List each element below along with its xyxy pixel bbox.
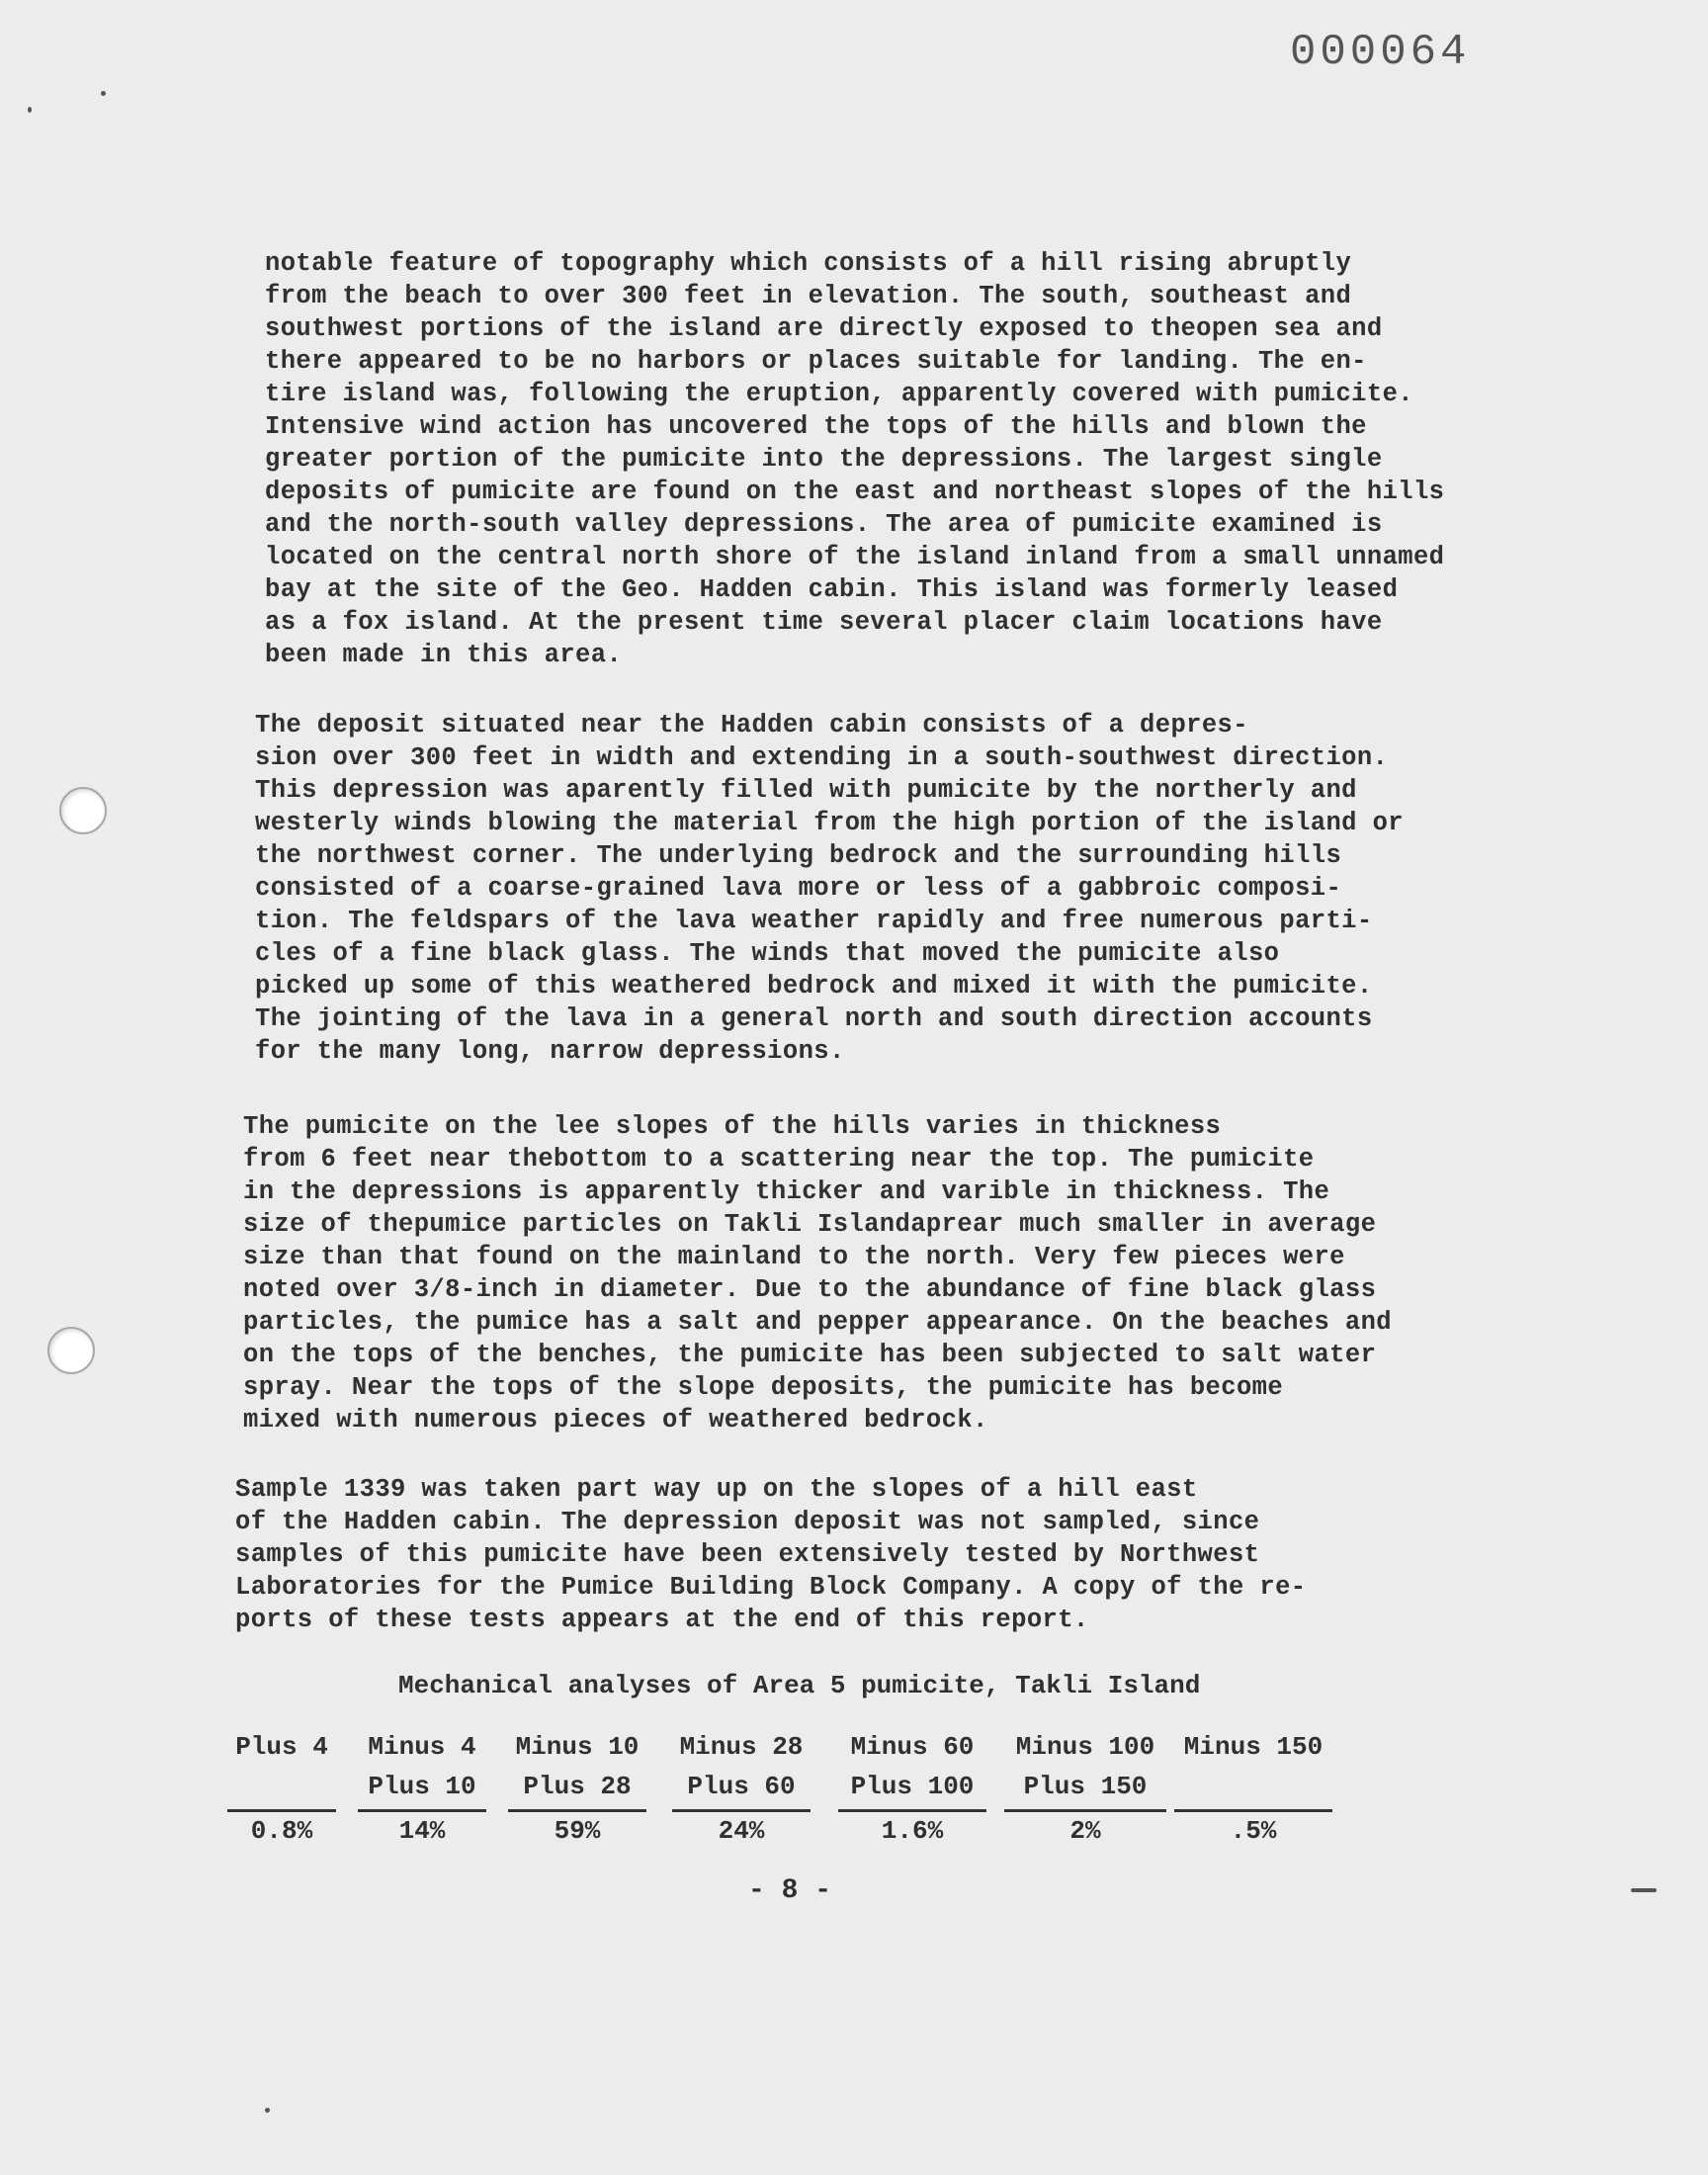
scan-speck xyxy=(28,107,32,113)
column-subheader xyxy=(227,1772,336,1812)
paragraph-topography xyxy=(265,247,1550,671)
column-header: Plus 4 xyxy=(235,1732,328,1762)
column-value: 59% xyxy=(554,1816,601,1846)
table-column xyxy=(358,1732,486,1846)
scan-speck xyxy=(1631,1888,1657,1892)
column-value: 24% xyxy=(718,1816,765,1846)
column-header: Minus 4 xyxy=(368,1732,476,1762)
table-column xyxy=(1174,1732,1332,1846)
column-header: Minus 60 xyxy=(850,1732,975,1762)
paragraph-pumicite-thickness xyxy=(243,1110,1528,1436)
column-subheader xyxy=(1174,1772,1332,1812)
column-subheader: Plus 28 xyxy=(508,1772,646,1812)
paragraph-text: notable feature of topography which consists of a hill rising abruptly from the beach to over 300 feet in elevation. The south, southeast and southwest portions of the island are directly exposed to theopen sea and there appeared to be no harbors or places suitable for landing. The en- tire island was, following the eruption, apparently covered with pumicite. Intensive wind action has uncovered the tops of the hills and blown the greater portion of the pumicite into the depressions. The largest single deposits of pumicite are found on the east and northeast slopes of the hills and the north-south valley depressions. The area of pumicite examined is located on the central north shore of the island inland from a small unnamed bay at the site of the Geo. Hadden cabin. This island was formerly leased as a fox island. At the present time several placer claim locations have been made in this area. xyxy=(265,249,1445,669)
column-subheader: Plus 10 xyxy=(358,1772,486,1812)
column-header: Minus 150 xyxy=(1183,1732,1324,1762)
table-column xyxy=(508,1732,646,1846)
table-column xyxy=(1004,1732,1166,1846)
table-column xyxy=(838,1732,986,1846)
paragraph-text: Sample 1339 was taken part way up on the slopes of a hill east of the Hadden cabin. The depression deposit was not sampled, since samples of this pumicite have been extensively tested by Northwest Laboratories for the Pumice Building Block Company. A copy of the re- ports of these tests appears at the end of this report. xyxy=(235,1475,1307,1634)
column-header: Minus 100 xyxy=(1015,1732,1155,1762)
paragraph-text: The pumicite on the lee slopes of the hills varies in thickness from 6 feet near thebottom to a scattering near the top. The pumicite in the depressions is apparently thicker and varible in thickness. The size of thepumice particles on Takli Islandaprear much smaller in average size than that found on the mainland to the north. Very few pieces were noted over 3/8-inch in diameter. Due to the abundance of fine black glass particles, the pumice has a salt and pepper appearance. On the beaches and on the tops of the benches, the pumicite has been subjected to salt water spray. Near the tops of the slope deposits, the pumicite has become mixed with numerous pieces of weathered bedrock. xyxy=(243,1112,1392,1435)
column-header: Minus 10 xyxy=(515,1732,640,1762)
table-column xyxy=(672,1732,811,1846)
column-value: 0.8% xyxy=(250,1816,313,1846)
scan-speck xyxy=(265,2108,270,2113)
punch-hole xyxy=(59,787,107,834)
page-number: - 8 - xyxy=(748,1875,832,1906)
scan-speck xyxy=(101,91,106,96)
column-value: 14% xyxy=(398,1816,446,1846)
document-number: 000064 xyxy=(1290,28,1471,77)
column-subheader: Plus 100 xyxy=(838,1772,986,1812)
punch-hole xyxy=(47,1327,95,1374)
column-subheader: Plus 60 xyxy=(672,1772,811,1812)
table-column xyxy=(227,1732,336,1846)
paragraph-sample-1339 xyxy=(235,1473,1520,1636)
column-value: 1.6% xyxy=(881,1816,944,1846)
column-value: 2% xyxy=(1069,1816,1101,1846)
column-subheader: Plus 150 xyxy=(1004,1772,1166,1812)
paragraph-text: The deposit situated near the Hadden cabin consists of a depres- sion over 300 feet in width and extending in a south-southwest direction. This depression was aparently filled with pumicite by the northerly and westerly winds blowing the material from the high portion of the island or the northwest corner. The underlying bedrock and the surrounding hills consisted of a coarse-grained lava more or less of a gabbroic composi- tion. The feldspars of the lava weather rapidly and free numerous parti- cles of a fine black glass. The winds that moved the pumicite also picked up some of this weathered bedrock and mixed it with the pumicite. The jointing of the lava in a general north and south direction accounts for the many long, narrow depressions. xyxy=(255,711,1404,1066)
column-header: Minus 28 xyxy=(679,1732,804,1762)
table-caption: Mechanical analyses of Area 5 pumicite, Takli Island xyxy=(398,1671,1201,1700)
column-value: .5% xyxy=(1230,1816,1277,1846)
paragraph-hadden-deposit xyxy=(255,709,1540,1068)
